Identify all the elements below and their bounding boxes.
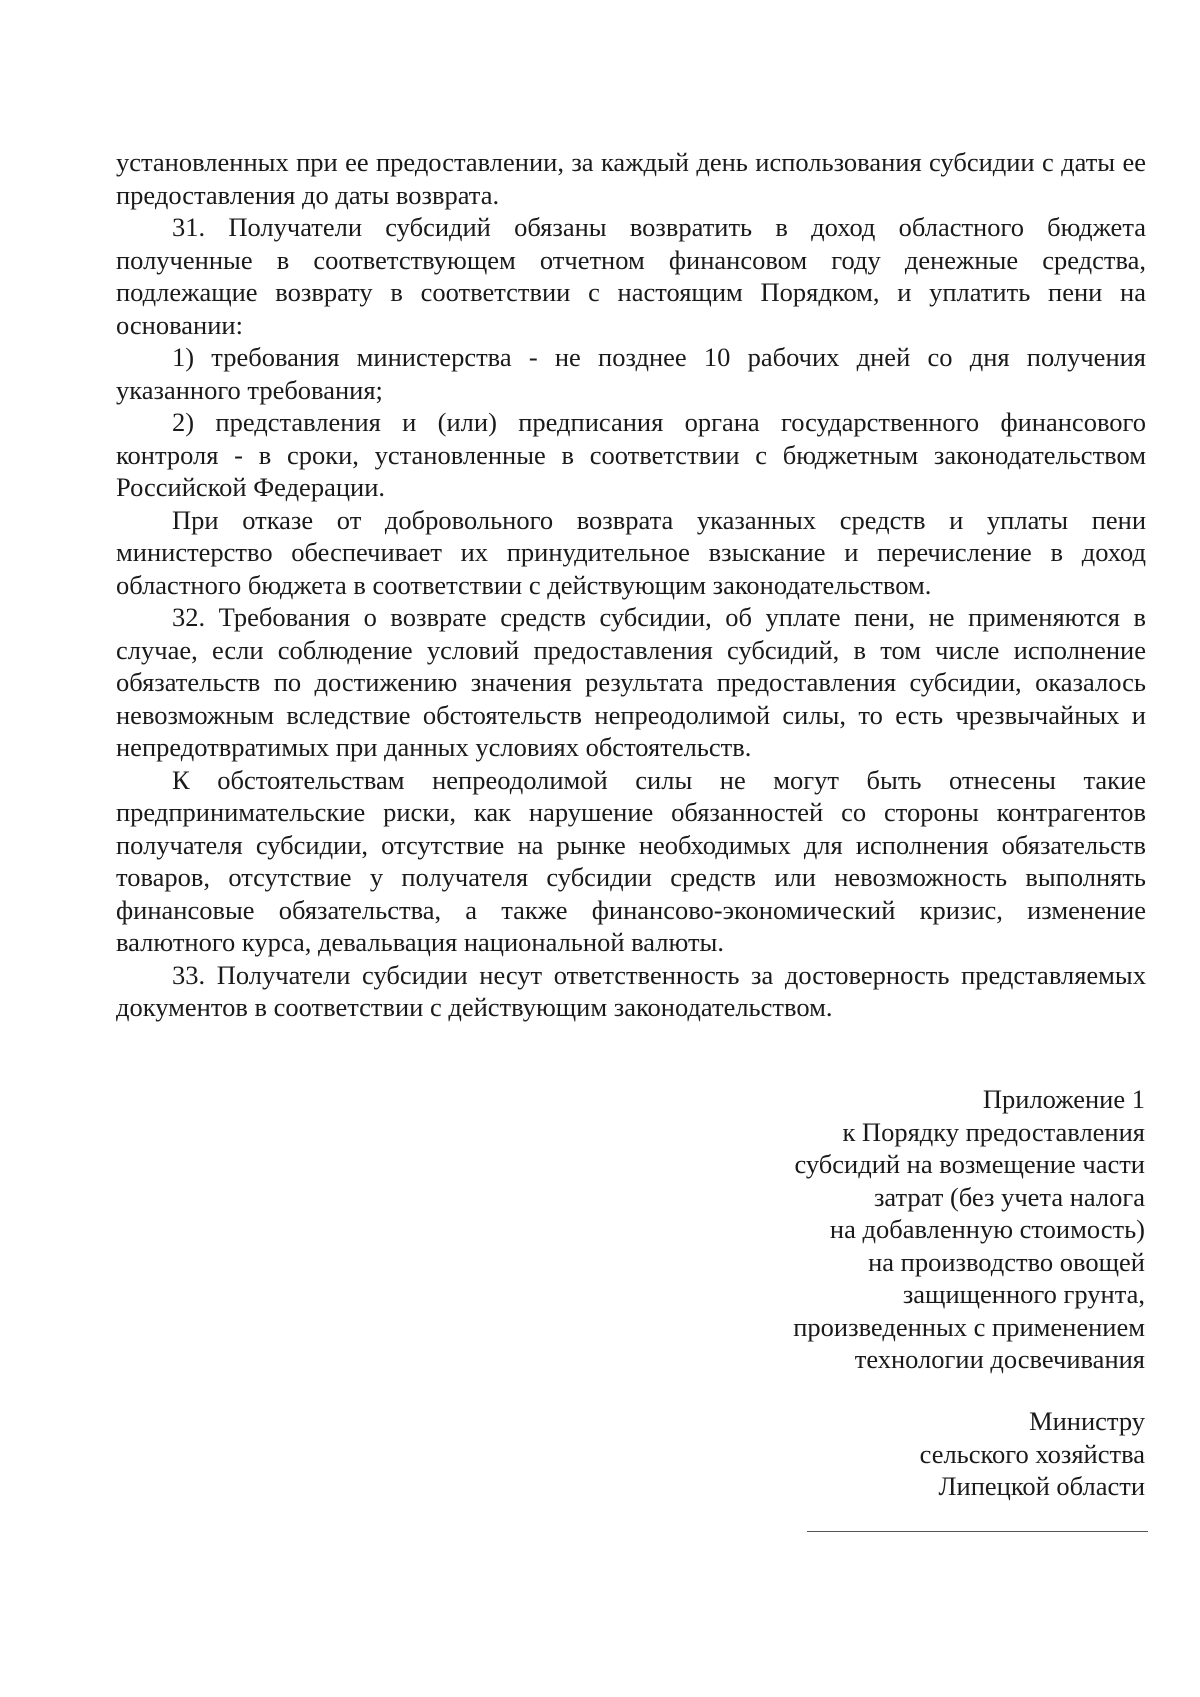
addressee-block bbox=[585, 1405, 1145, 1503]
appendix-line: Приложение 1 bbox=[982, 1084, 1145, 1114]
appendix-line: технологии досвечивания bbox=[854, 1344, 1145, 1374]
paragraph-31-item-2: 2) представления и (или) предписания органа государственного финансового контроля - в сроки, установленные в соответствии с бюджетным законодательством Российской Федерации. bbox=[116, 407, 1146, 502]
paragraph-33: 33. Получатели субсидии несут ответственность за достоверность представляемых документов в соответствии с действующим законодательством. bbox=[116, 959, 1146, 1022]
paragraph-refusal: При отказе от добровольного возврата указанных средств и уплаты пени министерство обеспечивает их принудительное взыскание и перечисление в доход областного бюджета в соответствии с действующим законодательством. bbox=[116, 504, 1146, 600]
addressee-line: сельского хозяйства bbox=[919, 1438, 1145, 1469]
appendix-line: субсидий на возмещение части bbox=[794, 1149, 1145, 1179]
addressee-line: Липецкой области bbox=[938, 1471, 1145, 1501]
blank-signature-line bbox=[807, 1531, 1148, 1532]
paragraph-31: 31. Получатели субсидий обязаны возвратить в доход областного бюджета полученные в соответствующем отчетном финансовом году денежные средства, подлежащие возврату в соответствии с настоящим Порядком, и уплатить пени на основании: bbox=[116, 212, 1146, 340]
paragraph-continuation: установленных при ее предоставлении, за каждый день использования субсидии с даты ее предоставления до даты возврата. bbox=[116, 147, 1146, 210]
addressee-line: Министру bbox=[1029, 1406, 1145, 1436]
appendix-line: произведенных с применением bbox=[793, 1311, 1145, 1342]
appendix-line: затрат (без учета налога bbox=[873, 1181, 1145, 1212]
paragraph-force-majeure: К обстоятельствам непреодолимой силы не могут быть отнесены такие предпринимательские риски, как нарушение обязанностей со стороны контрагентов получателя субсидии, отсутствие на рынке необходимых для исполнения обязательств товаров, отсутствие у получателя субсидии средств или невозможность выполнять финансовые обязательства, а также финансово-экономический кризис, изменение валютного курса, девальвация национальной валюты. bbox=[116, 764, 1146, 957]
appendix-line: к Порядку предоставления bbox=[842, 1116, 1145, 1147]
appendix-line: на производство овощей bbox=[868, 1246, 1145, 1277]
appendix-line: защищенного грунта, bbox=[902, 1279, 1145, 1309]
paragraph-31-item-1: 1) требования министерства - не позднее 10 рабочих дней со дня получения указанного требования; bbox=[116, 342, 1146, 405]
appendix-header bbox=[585, 1083, 1145, 1376]
appendix-line: на добавленную стоимость) bbox=[829, 1214, 1145, 1244]
paragraph-32: 32. Требования о возврате средств субсидии, об уплате пени, не применяются в случае, если соблюдение условий предоставления субсидий, в том числе исполнение обязательств по достижению значения результата предоставления субсидии, оказалось невозможным вследствие обстоятельств непреодолимой силы, то есть чрезвычайных и непредотвратимых при данных условиях обстоятельств. bbox=[116, 602, 1146, 762]
document-body bbox=[116, 146, 1146, 1024]
